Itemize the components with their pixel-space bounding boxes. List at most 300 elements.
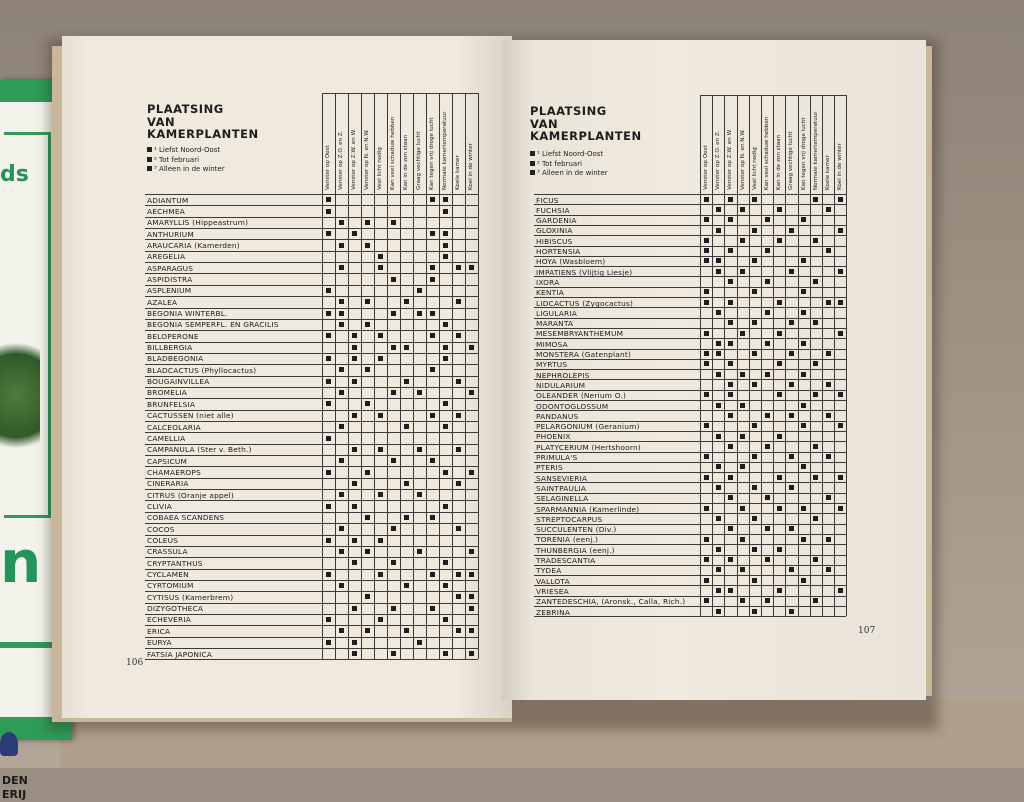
- placement-mark: [826, 537, 831, 542]
- placement-mark: [704, 197, 709, 202]
- row-rule: [534, 204, 846, 205]
- placement-mark: [777, 588, 782, 593]
- placement-mark: [704, 598, 709, 603]
- plant-name: SUCCULENTEN (Div.): [536, 525, 617, 535]
- placement-mark: [404, 628, 409, 633]
- placement-mark: [326, 288, 331, 293]
- placement-mark: [391, 560, 396, 565]
- plant-name: ERICA: [147, 626, 171, 636]
- placement-mark: [826, 454, 831, 459]
- placement-mark: [752, 578, 757, 583]
- row-rule: [145, 535, 478, 536]
- plant-name: TYDEA: [536, 566, 562, 576]
- plant-name: ZANTEDESCHIA, (Aronsk., Calla, Rich.): [536, 597, 686, 607]
- placement-mark: [404, 345, 409, 350]
- placement-mark: [826, 351, 831, 356]
- placement-mark: [352, 447, 357, 452]
- row-rule: [145, 580, 478, 581]
- placement-mark: [777, 207, 782, 212]
- placement-mark: [740, 434, 745, 439]
- placement-mark: [326, 572, 331, 577]
- placement-mark: [417, 640, 422, 645]
- placement-mark: [704, 578, 709, 583]
- row-rule: [145, 648, 478, 649]
- placement-mark: [813, 444, 818, 449]
- plant-name: SAINTPAULIA: [536, 483, 587, 493]
- placement-mark: [339, 583, 344, 588]
- column-header: Kan veel schaduw hebben: [390, 116, 396, 190]
- column-header: Graag vochtige lucht: [788, 131, 795, 190]
- plant-name: BLADBEGONIA: [147, 354, 204, 364]
- column-header: Kan veel schaduw hebben: [764, 116, 770, 190]
- row-rule: [145, 455, 478, 456]
- column-header: Koele kamer: [455, 155, 461, 190]
- placement-mark: [469, 345, 474, 350]
- grid-column-line: [822, 95, 823, 616]
- column-header: Kan tegen vrij droge lucht: [429, 117, 435, 190]
- placement-mark: [801, 578, 806, 583]
- placement-mark: [826, 248, 831, 253]
- placement-mark: [339, 628, 344, 633]
- placement-mark: [728, 197, 733, 202]
- placement-mark: [417, 549, 422, 554]
- placement-mark: [765, 310, 770, 315]
- placement-mark: [801, 464, 806, 469]
- right-page: [502, 40, 926, 700]
- placement-mark: [469, 594, 474, 599]
- row-rule: [145, 421, 478, 422]
- row-rule: [145, 194, 478, 195]
- placement-mark: [339, 322, 344, 327]
- placement-mark: [443, 617, 448, 622]
- placement-mark: [704, 258, 709, 263]
- placement-mark: [740, 207, 745, 212]
- placement-mark: [813, 516, 818, 521]
- column-header: Venster op N. en N.W.: [739, 129, 746, 190]
- placement-mark: [391, 311, 396, 316]
- plant-name: SANSEVIERIA: [536, 473, 588, 483]
- placement-mark: [765, 598, 770, 603]
- row-rule: [145, 217, 478, 218]
- placement-mark: [365, 322, 370, 327]
- row-rule: [145, 444, 478, 445]
- side-book-logo: [0, 732, 18, 756]
- placement-mark: [777, 547, 782, 552]
- placement-mark: [430, 333, 435, 338]
- placement-mark: [789, 485, 794, 490]
- placement-mark: [430, 515, 435, 520]
- legend-item: [147, 156, 199, 166]
- row-rule: [145, 308, 478, 309]
- legend-item: [530, 160, 582, 170]
- placement-mark: [777, 331, 782, 336]
- placement-mark: [826, 495, 831, 500]
- column-header: Venster op Oost: [703, 145, 709, 190]
- row-rule: [145, 591, 478, 592]
- legend-item: [530, 169, 608, 179]
- placement-mark: [801, 372, 806, 377]
- placement-mark: [326, 538, 331, 543]
- placement-mark: [378, 447, 383, 452]
- column-header: Veel licht nodig: [751, 147, 758, 190]
- plant-name: CRASSULA: [147, 547, 188, 557]
- placement-mark: [740, 567, 745, 572]
- placement-mark: [430, 311, 435, 316]
- placement-mark: [777, 361, 782, 366]
- placement-mark: [704, 238, 709, 243]
- column-header: Venster op Z.O. en Z.: [338, 130, 344, 190]
- placement-mark: [365, 220, 370, 225]
- placement-mark: [728, 361, 733, 366]
- row-rule: [534, 585, 846, 586]
- plant-name: ASPIDISTRA: [147, 274, 193, 284]
- placement-mark: [716, 258, 721, 263]
- plant-name: BOUGAINVILLEA: [147, 377, 210, 387]
- placement-mark: [716, 372, 721, 377]
- placement-mark: [456, 628, 461, 633]
- row-rule: [534, 328, 846, 329]
- placement-mark: [752, 258, 757, 263]
- plant-name: CITRUS (Oranje appel): [147, 490, 234, 500]
- placement-mark: [326, 504, 331, 509]
- placement-mark: [404, 424, 409, 429]
- plant-name: CALCEOLARIA: [147, 422, 201, 432]
- placement-mark: [430, 197, 435, 202]
- plant-name: BEGONIA SEMPERFL. EN GRACILIS: [147, 320, 279, 330]
- placement-mark: [339, 367, 344, 372]
- row-rule: [145, 557, 478, 558]
- placement-mark: [365, 470, 370, 475]
- placement-mark: [813, 238, 818, 243]
- placement-mark: [752, 454, 757, 459]
- placement-mark: [765, 413, 770, 418]
- placement-mark: [740, 372, 745, 377]
- placement-mark: [339, 492, 344, 497]
- grid-column-line: [810, 95, 811, 616]
- row-rule: [534, 369, 846, 370]
- column-header: Graag vochtige lucht: [416, 131, 422, 190]
- placement-mark: [326, 436, 331, 441]
- plant-name: BROMELIA: [147, 388, 188, 398]
- placement-mark: [704, 300, 709, 305]
- plant-name: CRYPTANTHUS: [147, 558, 203, 568]
- plant-name: ASPLENIUM: [147, 286, 192, 296]
- grid-column-line: [724, 95, 725, 616]
- grid-column-line: [834, 95, 835, 616]
- plant-name: CLIVIA: [147, 501, 172, 511]
- plant-name: MYRTUS: [536, 360, 568, 370]
- placement-mark: [352, 504, 357, 509]
- placement-mark: [378, 356, 383, 361]
- placement-mark: [740, 598, 745, 603]
- placement-mark: [801, 310, 806, 315]
- column-header: Normale kamertemperatuur: [442, 111, 448, 190]
- placement-mark: [789, 351, 794, 356]
- grid-column-line: [737, 95, 738, 616]
- placement-mark: [378, 538, 383, 543]
- plant-name: EURYA: [147, 638, 172, 648]
- placement-mark: [326, 379, 331, 384]
- placement-mark: [813, 598, 818, 603]
- row-rule: [534, 246, 846, 247]
- placement-mark: [443, 254, 448, 259]
- column-header: Kan tegen vrij droge lucht: [800, 117, 807, 190]
- placement-mark: [777, 434, 782, 439]
- plant-name: IMPATIENS (Vlijtig Liesje): [536, 267, 633, 277]
- placement-mark: [443, 560, 448, 565]
- placement-mark: [417, 288, 422, 293]
- plant-name: DIZYGOTHECA: [147, 604, 204, 614]
- row-rule: [145, 637, 478, 638]
- row-rule: [145, 387, 478, 388]
- page-heading-line: VAN: [147, 114, 176, 129]
- placement-mark: [704, 331, 709, 336]
- placement-mark: [740, 331, 745, 336]
- plant-name: AMARYLLIS (Hippeastrum): [147, 218, 249, 228]
- grid-column-line: [712, 95, 713, 616]
- plant-name: LIDCACTUS (Zygocactus): [536, 298, 634, 308]
- row-rule: [145, 376, 478, 377]
- row-rule: [534, 575, 846, 576]
- row-rule: [145, 512, 478, 513]
- placement-mark: [456, 526, 461, 531]
- plant-name: PLATYCERIUM (Hertshoorn): [536, 442, 641, 452]
- placement-mark: [352, 413, 357, 418]
- placement-mark: [740, 269, 745, 274]
- plant-name: GARDENIA: [536, 216, 577, 226]
- placement-mark: [789, 526, 794, 531]
- placement-mark: [838, 506, 843, 511]
- placement-mark: [789, 413, 794, 418]
- placement-mark: [339, 526, 344, 531]
- plant-name: ODONTOGLOSSUM: [536, 401, 609, 411]
- placement-mark: [716, 207, 721, 212]
- placement-mark: [716, 485, 721, 490]
- row-rule: [534, 596, 846, 597]
- row-rule: [145, 342, 478, 343]
- placement-mark: [838, 423, 843, 428]
- placement-mark: [469, 470, 474, 475]
- placement-mark: [391, 390, 396, 395]
- column-header: Koel in de winter: [468, 143, 474, 190]
- placement-mark: [801, 341, 806, 346]
- placement-mark: [752, 351, 757, 356]
- row-rule: [145, 330, 478, 331]
- plant-name: LIGULARIA: [536, 308, 577, 318]
- placement-mark: [752, 228, 757, 233]
- placement-mark: [728, 300, 733, 305]
- placement-mark: [365, 628, 370, 633]
- placement-mark: [716, 434, 721, 439]
- placement-mark: [838, 300, 843, 305]
- row-rule: [534, 616, 846, 617]
- placement-mark: [801, 537, 806, 542]
- placement-mark: [430, 458, 435, 463]
- placement-mark: [456, 333, 461, 338]
- row-rule: [534, 349, 846, 350]
- placement-mark: [365, 367, 370, 372]
- placement-mark: [752, 485, 757, 490]
- row-rule: [145, 625, 478, 626]
- plant-name: PTERIS: [536, 463, 563, 473]
- plant-name: TRADESCANTIA: [536, 556, 596, 565]
- placement-mark: [716, 269, 721, 274]
- legend-item: [147, 165, 225, 175]
- row-rule: [145, 410, 478, 411]
- placement-mark: [352, 345, 357, 350]
- row-rule: [145, 239, 478, 240]
- grid-column-line: [846, 95, 847, 616]
- page-heading-line: KAMERPLANTEN: [530, 129, 642, 143]
- placement-mark: [443, 197, 448, 202]
- placement-mark: [789, 269, 794, 274]
- column-header: Venster op Z.O. en Z.: [715, 130, 722, 190]
- placement-mark: [352, 606, 357, 611]
- row-rule: [145, 353, 478, 354]
- placement-mark: [765, 526, 770, 531]
- plant-name: COLEUS: [147, 536, 179, 545]
- plant-name: ASPARAGUS: [147, 263, 194, 273]
- placement-mark: [838, 392, 843, 397]
- placement-mark: [456, 265, 461, 270]
- placement-mark: [716, 310, 721, 315]
- placement-mark: [765, 341, 770, 346]
- placement-mark: [777, 300, 782, 305]
- placement-mark: [801, 403, 806, 408]
- placement-mark: [801, 217, 806, 222]
- plant-name: FICUS: [536, 195, 559, 205]
- column-header: Koel in de winter: [837, 143, 844, 190]
- placement-mark: [752, 197, 757, 202]
- placement-mark: [813, 197, 818, 202]
- plant-name: MONSTERA (Gatenplant): [536, 350, 632, 359]
- placement-mark: [704, 506, 709, 511]
- page-heading-line: PLAATSING: [530, 104, 607, 118]
- plant-name: SPARMANNIA (Kamerlinde): [536, 504, 640, 514]
- plant-name: NIDULARIUM: [536, 380, 586, 390]
- placement-mark: [339, 220, 344, 225]
- plant-name: PRIMULA'S: [536, 453, 578, 462]
- placement-mark: [813, 475, 818, 480]
- plant-name: SELAGINELLA: [536, 494, 589, 504]
- placement-mark: [704, 217, 709, 222]
- placement-mark: [838, 269, 843, 274]
- placement-mark: [456, 447, 461, 452]
- row-rule: [145, 478, 478, 479]
- placement-mark: [456, 572, 461, 577]
- placement-mark: [704, 423, 709, 428]
- placement-mark: [765, 217, 770, 222]
- plant-name: CHAMAEROPS: [147, 467, 201, 477]
- placement-mark: [728, 495, 733, 500]
- placement-mark: [704, 475, 709, 480]
- placement-mark: [417, 311, 422, 316]
- placement-mark: [404, 379, 409, 384]
- placement-mark: [765, 248, 770, 253]
- plant-name: ADIANTUM: [147, 195, 189, 205]
- placement-mark: [430, 413, 435, 418]
- placement-mark: [789, 454, 794, 459]
- placement-mark: [430, 606, 435, 611]
- placement-mark: [789, 382, 794, 387]
- plant-name: ZEBRINA: [536, 607, 571, 617]
- legend-text: ¹ Liefst Noord-Oost: [537, 150, 604, 158]
- placement-mark: [352, 640, 357, 645]
- placement-mark: [391, 458, 396, 463]
- plant-name: BELOPERONE: [147, 331, 199, 341]
- placement-mark: [728, 475, 733, 480]
- legend-square-icon: [147, 147, 152, 152]
- page-number: 106: [126, 658, 144, 668]
- row-rule: [534, 194, 846, 195]
- placement-mark: [728, 279, 733, 284]
- placement-mark: [765, 372, 770, 377]
- plant-name: CYTISUS (Kamerbrem): [147, 592, 234, 602]
- plant-name: STREPTOCARPUS: [536, 514, 603, 524]
- placement-mark: [704, 392, 709, 397]
- placement-mark: [716, 464, 721, 469]
- plant-name: COBAEA SCANDENS: [147, 513, 225, 523]
- placement-mark: [339, 299, 344, 304]
- placement-mark: [326, 617, 331, 622]
- plant-name: BILLBERGIA: [147, 343, 193, 353]
- placement-mark: [352, 356, 357, 361]
- row-rule: [534, 215, 846, 216]
- row-rule: [534, 421, 846, 422]
- placement-mark: [813, 320, 818, 325]
- placement-mark: [352, 231, 357, 236]
- placement-mark: [339, 424, 344, 429]
- placement-mark: [443, 470, 448, 475]
- placement-mark: [826, 413, 831, 418]
- side-book-title: ds: [0, 162, 29, 187]
- placement-mark: [404, 481, 409, 486]
- placement-mark: [443, 356, 448, 361]
- legend-item: [147, 146, 220, 156]
- placement-mark: [716, 516, 721, 521]
- row-rule: [145, 546, 478, 547]
- column-header: Venster op N. en N.W.: [364, 129, 370, 190]
- placement-mark: [352, 333, 357, 338]
- placement-mark: [740, 464, 745, 469]
- placement-mark: [777, 238, 782, 243]
- row-rule: [145, 285, 478, 286]
- placement-mark: [404, 583, 409, 588]
- placement-mark: [752, 320, 757, 325]
- row-rule: [145, 398, 478, 399]
- row-rule: [145, 523, 478, 524]
- plant-name: FUCHSIA: [536, 205, 570, 215]
- plant-name: ECHEVERIA: [147, 615, 191, 625]
- plant-name: FATSIA JAPONICA: [147, 649, 213, 659]
- placement-mark: [838, 475, 843, 480]
- placement-mark: [740, 238, 745, 243]
- legend-text: ² Tot februari: [537, 159, 583, 168]
- placement-mark: [826, 382, 831, 387]
- placement-mark: [443, 424, 448, 429]
- placement-mark: [826, 567, 831, 572]
- row-rule: [145, 466, 478, 467]
- placement-mark: [326, 231, 331, 236]
- legend-square-icon: [530, 151, 535, 156]
- placement-mark: [740, 537, 745, 542]
- placement-mark: [728, 413, 733, 418]
- plant-name: KENTIA: [536, 288, 564, 298]
- row-rule: [534, 287, 846, 288]
- placement-mark: [456, 481, 461, 486]
- row-rule: [145, 614, 478, 615]
- placement-mark: [326, 640, 331, 645]
